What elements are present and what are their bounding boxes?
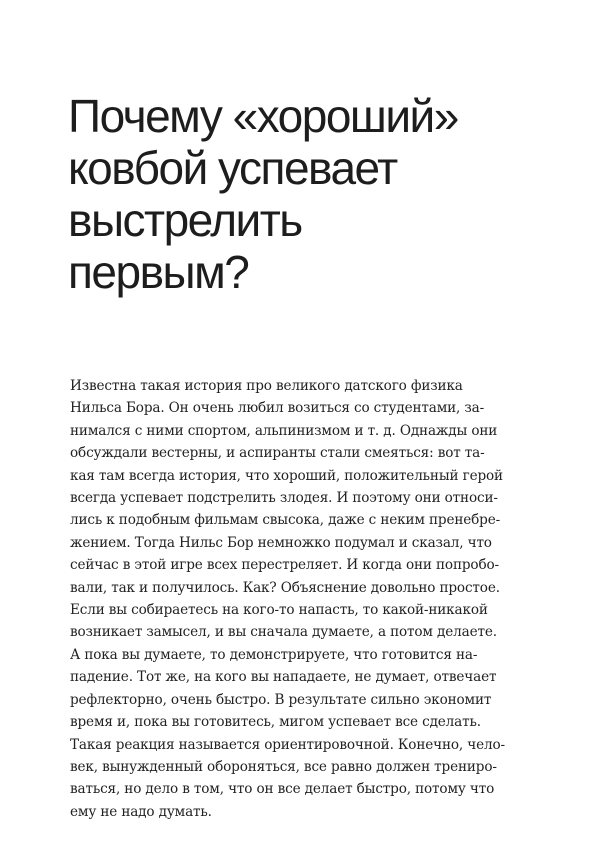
paragraph-line: век, вынужденный обороняться, все равно должен трениро- xyxy=(70,758,497,775)
paragraph-line: Если вы собираетесь на кого-то напасть, то какой-никакой xyxy=(70,602,488,619)
paragraph-line: ваться, но дело в том, что он все делает быстро, потому что xyxy=(70,781,495,798)
paragraph-line: Известна такая история про великого датского физика xyxy=(70,378,463,394)
paragraph-line: всегда успевает подстрелить злодея. И поэтому они относи- xyxy=(70,490,498,507)
paragraph-line: кая там всегда история, что хороший, положительный герой xyxy=(70,467,503,484)
paragraph-line: лись к подобным фильмам свысока, даже с неким пренебре- xyxy=(70,512,501,529)
paragraph-line: падение. Тот же, на кого вы нападаете, не думает, отвечает xyxy=(70,669,497,686)
paragraph-line: обсуждали вестерны, и аспиранты стали смеяться: вот та- xyxy=(70,445,485,462)
chapter-title-line: ковбой успевает xyxy=(68,142,397,194)
chapter-title-line: выстрелить xyxy=(68,194,302,246)
paragraph-line: время и, пока вы готовитесь, мигом успевает все сделать. xyxy=(70,714,481,731)
paragraph-line: нимался с ними спортом, альпинизмом и т. д. Однажды они xyxy=(70,422,498,439)
paragraph-line: А пока вы думаете, то демонстрируете, что готовится на- xyxy=(70,646,478,663)
body-paragraph xyxy=(70,375,540,823)
paragraph-line: возникает замысел, и вы сначала думаете, а потом делаете. xyxy=(70,624,497,641)
paragraph-line: рефлекторно, очень быстро. В результате сильно экономит xyxy=(70,691,492,708)
chapter-title-line: первым? xyxy=(68,246,249,298)
paragraph-line: жением. Тогда Нильс Бор немножко подумал и сказал, что xyxy=(70,534,492,551)
paragraph-line: сейчас в этой игре всех перестреляет. И когда они попробо- xyxy=(70,557,499,574)
paragraph-line: Такая реакция называется ориентировочной. Конечно, чело- xyxy=(70,736,505,753)
paragraph-line: вали, так и получилось. Как? Объяснение довольно простое. xyxy=(70,579,500,596)
paragraph-line: Нильса Бора. Он очень любил возиться со студентами, за- xyxy=(70,400,485,417)
chapter-title xyxy=(68,90,548,298)
chapter-title-line: Почему «хороший» xyxy=(68,90,458,142)
paragraph-line: ему не надо думать. xyxy=(70,803,212,820)
